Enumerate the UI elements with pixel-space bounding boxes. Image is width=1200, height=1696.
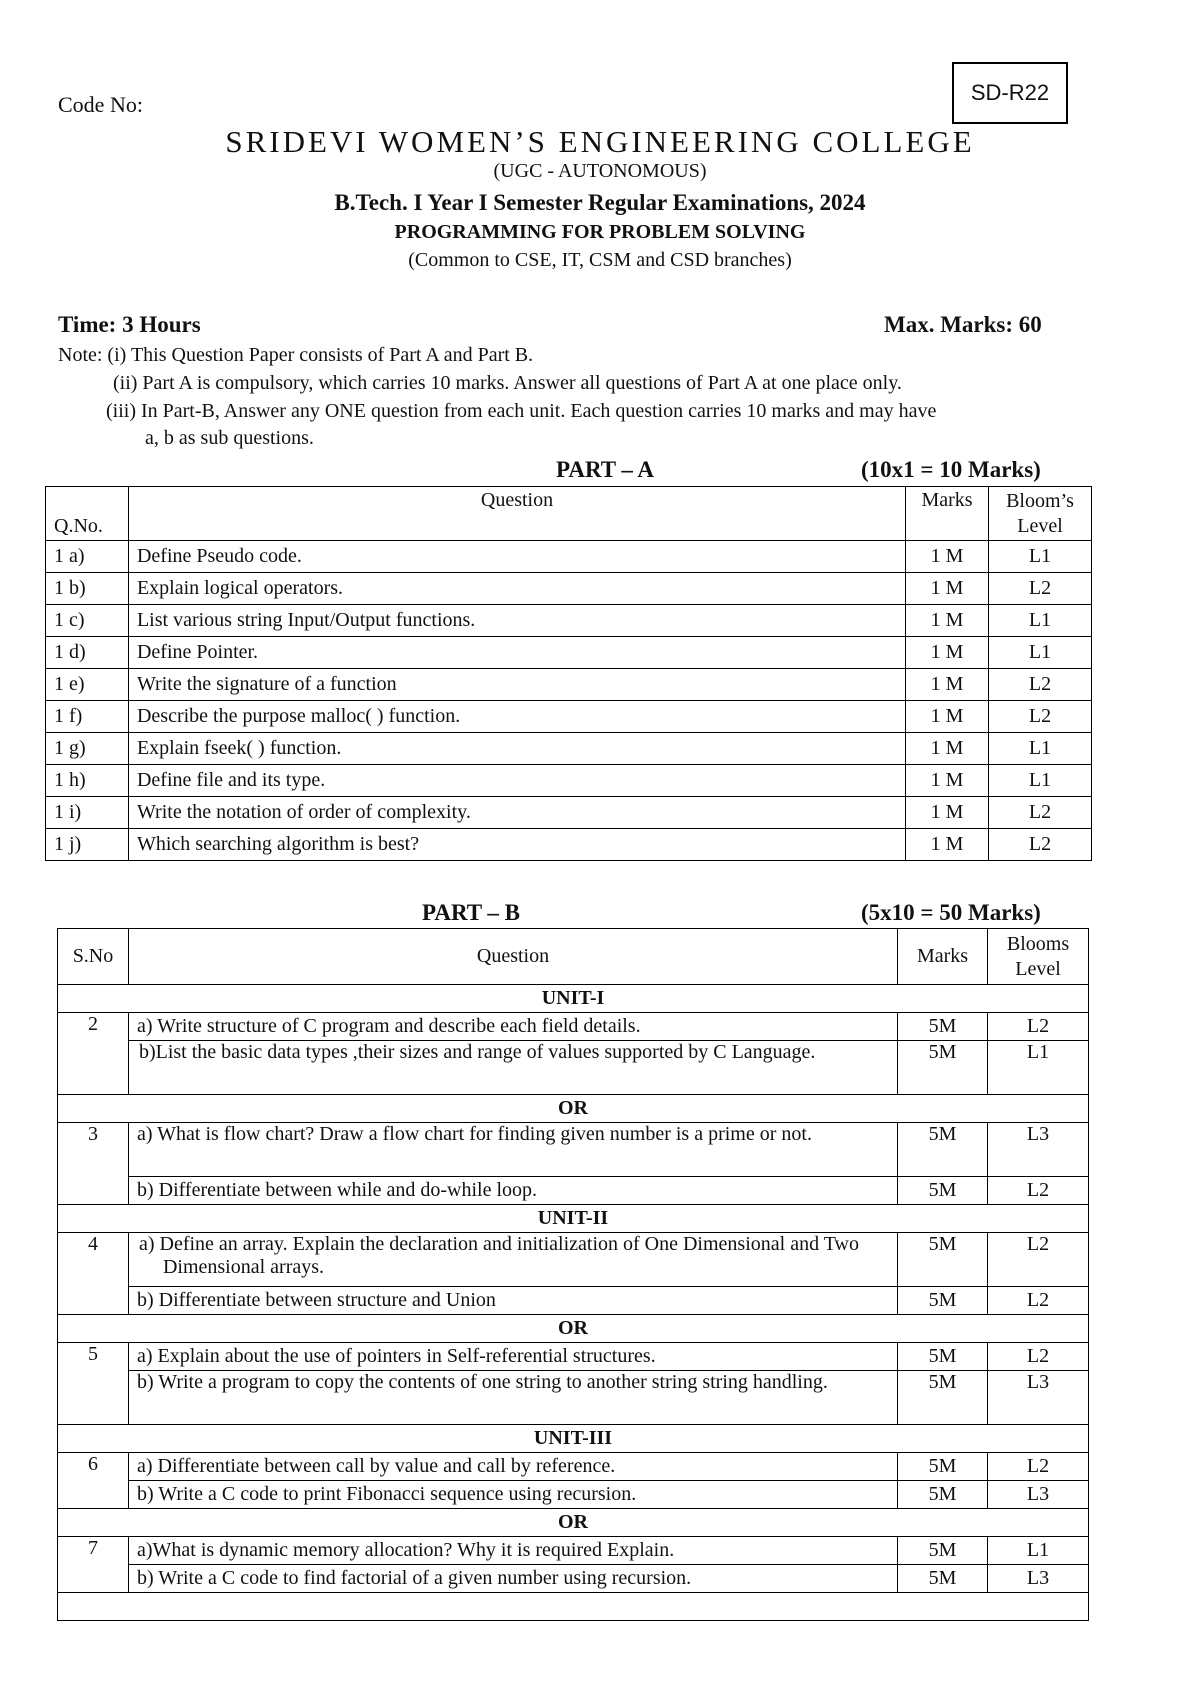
- question-number: 4: [58, 1233, 129, 1315]
- unit-row: [58, 1205, 1089, 1233]
- part-a-header-row: [46, 487, 1092, 541]
- or-row: [58, 1315, 1089, 1343]
- table-row: [46, 701, 1092, 733]
- marks: 5M: [898, 1565, 988, 1593]
- question-text: b)List the basic data types ,their sizes and range of values supported by C Language.: [128, 1041, 897, 1095]
- question-text: Write the notation of order of complexity.: [128, 797, 905, 829]
- question-text: Write the signature of a function: [128, 669, 905, 701]
- branches-note: (Common to CSE, IT, CSM and CSD branches): [408, 249, 792, 271]
- note-line-3: (iii) In Part-B, Answer any ONE question from each unit. Each question carries 10 marks and may have: [106, 400, 937, 422]
- blooms-level: L3: [988, 1123, 1089, 1177]
- qno: 1 e): [46, 669, 129, 701]
- question-number: 3: [58, 1123, 129, 1205]
- blooms-level: L1: [989, 605, 1092, 637]
- table-row: [46, 669, 1092, 701]
- blooms-level: L1: [989, 733, 1092, 765]
- marks: 5M: [898, 1041, 988, 1095]
- question-text: Describe the purpose malloc( ) function.: [128, 701, 905, 733]
- header-qno: Q.No.: [46, 487, 129, 541]
- unit-2-heading: UNIT-II: [58, 1205, 1089, 1233]
- note-line-1: Note: (i) This Question Paper consists of Part A and Part B.: [58, 344, 534, 366]
- question-number: 2: [58, 1013, 129, 1095]
- question-text: List various string Input/Output functions.: [128, 605, 905, 637]
- or-row: [58, 1509, 1089, 1537]
- blooms-level: L1: [989, 637, 1092, 669]
- qno: 1 g): [46, 733, 129, 765]
- table-row: [58, 1481, 1089, 1509]
- qno: 1 b): [46, 573, 129, 605]
- table-row: [46, 541, 1092, 573]
- or-separator: OR: [58, 1095, 1089, 1123]
- table-row: [46, 829, 1092, 861]
- table-row: [58, 1233, 1089, 1287]
- question-text: b) Write a program to copy the contents of one string to another string string handling.: [128, 1371, 897, 1425]
- table-row: [46, 637, 1092, 669]
- table-row: [58, 1343, 1089, 1371]
- marks: 5M: [898, 1343, 988, 1371]
- table-row: [58, 1453, 1089, 1481]
- qno: 1 a): [46, 541, 129, 573]
- exam-duration: Time: 3 Hours: [58, 312, 201, 337]
- qno: 1 d): [46, 637, 129, 669]
- table-row: [58, 1013, 1089, 1041]
- blooms-level: L2: [989, 669, 1092, 701]
- or-separator: OR: [58, 1509, 1089, 1537]
- question-text: a) What is flow chart? Draw a flow chart for finding given number is a prime or not.: [128, 1123, 897, 1177]
- blooms-level: L1: [989, 541, 1092, 573]
- question-number: 6: [58, 1453, 129, 1509]
- part-b-header-row: [58, 929, 1089, 985]
- table-row: [58, 1565, 1089, 1593]
- question-text: Explain fseek( ) function.: [128, 733, 905, 765]
- empty-footer-row: [58, 1593, 1089, 1621]
- table-row: [46, 797, 1092, 829]
- blooms-level: L2: [988, 1343, 1089, 1371]
- qno: 1 h): [46, 765, 129, 797]
- qno: 1 j): [46, 829, 129, 861]
- marks: 5M: [898, 1453, 988, 1481]
- marks: 1 M: [906, 573, 989, 605]
- header-marks: Marks: [898, 929, 988, 985]
- table-row: [58, 1287, 1089, 1315]
- blooms-level: L2: [988, 1013, 1089, 1041]
- marks: 1 M: [906, 765, 989, 797]
- question-text: b) Write a C code to print Fibonacci sequence using recursion.: [128, 1481, 897, 1509]
- part-a-marks: (10x1 = 10 Marks): [861, 457, 1041, 482]
- marks: 5M: [898, 1177, 988, 1205]
- table-row: [46, 573, 1092, 605]
- blooms-level: L2: [989, 829, 1092, 861]
- marks: 1 M: [906, 733, 989, 765]
- question-text: a)What is dynamic memory allocation? Why it is required Explain.: [128, 1537, 897, 1565]
- note-line-4: a, b as sub questions.: [145, 427, 314, 449]
- blooms-level: L2: [989, 701, 1092, 733]
- table-row: [46, 733, 1092, 765]
- table-row: [58, 1371, 1089, 1425]
- blooms-level: L2: [988, 1177, 1089, 1205]
- subject-title: PROGRAMMING FOR PROBLEM SOLVING: [394, 221, 806, 243]
- question-text: Define Pointer.: [128, 637, 905, 669]
- blooms-level: L3: [988, 1371, 1089, 1425]
- table-row: [58, 1123, 1089, 1177]
- blooms-level: L2: [988, 1453, 1089, 1481]
- note-line-2: (ii) Part A is compulsory, which carries 10 marks. Answer all questions of Part A at one place only.: [113, 372, 902, 394]
- marks: 5M: [898, 1233, 988, 1287]
- blooms-level: L2: [988, 1287, 1089, 1315]
- question-number: 7: [58, 1537, 129, 1593]
- unit-3-heading: UNIT-III: [58, 1425, 1089, 1453]
- marks: 5M: [898, 1287, 988, 1315]
- table-row: [58, 1537, 1089, 1565]
- question-text: Explain logical operators.: [128, 573, 905, 605]
- marks: 1 M: [906, 669, 989, 701]
- part-a-title: PART – A: [556, 457, 655, 482]
- level-label: Level: [1015, 957, 1061, 980]
- college-name: SRIDEVI WOMEN’S ENGINEERING COLLEGE: [225, 124, 975, 159]
- autonomous-label: (UGC - AUTONOMOUS): [493, 160, 707, 182]
- question-text: Define file and its type.: [128, 765, 905, 797]
- header-question: Question: [128, 929, 897, 985]
- bloom-label: Bloom’s: [1006, 490, 1074, 512]
- marks: 1 M: [906, 701, 989, 733]
- table-row: [58, 1177, 1089, 1205]
- blooms-level: L1: [988, 1537, 1089, 1565]
- header-marks: Marks: [906, 487, 989, 541]
- marks: 5M: [898, 1013, 988, 1041]
- max-marks: Max. Marks: 60: [884, 312, 1042, 337]
- question-text: a) Write structure of C program and describe each field details.: [128, 1013, 897, 1041]
- part-b-marks: (5x10 = 50 Marks): [861, 900, 1041, 925]
- marks: 5M: [898, 1481, 988, 1509]
- marks: 5M: [898, 1371, 988, 1425]
- level-label: Level: [1017, 515, 1063, 537]
- part-b-table: [57, 928, 1089, 1621]
- marks: 1 M: [906, 541, 989, 573]
- table-row: [58, 1041, 1089, 1095]
- bloom-label: Blooms: [1006, 932, 1070, 955]
- qno: 1 i): [46, 797, 129, 829]
- header-blooms-level: [989, 487, 1092, 541]
- table-row: [46, 765, 1092, 797]
- marks: 5M: [898, 1537, 988, 1565]
- code-number-label: Code No:: [58, 92, 143, 117]
- qno: 1 f): [46, 701, 129, 733]
- question-text: b) Write a C code to find factorial of a given number using recursion.: [128, 1565, 897, 1593]
- question-text: b) Differentiate between structure and Union: [128, 1287, 897, 1315]
- question-text: Which searching algorithm is best?: [128, 829, 905, 861]
- blooms-level: L1: [988, 1041, 1089, 1095]
- marks: 1 M: [906, 829, 989, 861]
- question-text: a) Define an array. Explain the declaration and initialization of One Dimensional and Two Dimensional arrays.: [128, 1233, 897, 1287]
- blooms-level: L1: [989, 765, 1092, 797]
- or-row: [58, 1095, 1089, 1123]
- part-b-title: PART – B: [422, 900, 521, 925]
- or-separator: OR: [58, 1315, 1089, 1343]
- blooms-level: L3: [988, 1565, 1089, 1593]
- unit-1-heading: UNIT-I: [58, 985, 1089, 1013]
- blooms-level: L2: [989, 797, 1092, 829]
- question-text: a) Differentiate between call by value and call by reference.: [128, 1453, 897, 1481]
- question-text: b) Differentiate between while and do-while loop.: [128, 1177, 897, 1205]
- blooms-level: L2: [989, 573, 1092, 605]
- question-text: Define Pseudo code.: [128, 541, 905, 573]
- empty-cell: [58, 1593, 1089, 1621]
- header-sno: S.No: [58, 929, 129, 985]
- qno: 1 c): [46, 605, 129, 637]
- exam-title: B.Tech. I Year I Semester Regular Examinations, 2024: [334, 190, 866, 215]
- question-number: 5: [58, 1343, 129, 1425]
- unit-row: [58, 1425, 1089, 1453]
- marks: 1 M: [906, 605, 989, 637]
- table-row: [46, 605, 1092, 637]
- blooms-level: L3: [988, 1481, 1089, 1509]
- unit-row: [58, 985, 1089, 1013]
- regulation-code-box: SD-R22: [952, 62, 1068, 124]
- question-text: a) Explain about the use of pointers in Self-referential structures.: [128, 1343, 897, 1371]
- marks: 1 M: [906, 637, 989, 669]
- header-blooms-level: [988, 929, 1089, 985]
- header-question: Question: [128, 487, 905, 541]
- marks: 1 M: [906, 797, 989, 829]
- blooms-level: L2: [988, 1233, 1089, 1287]
- marks: 5M: [898, 1123, 988, 1177]
- part-a-table: [45, 486, 1092, 861]
